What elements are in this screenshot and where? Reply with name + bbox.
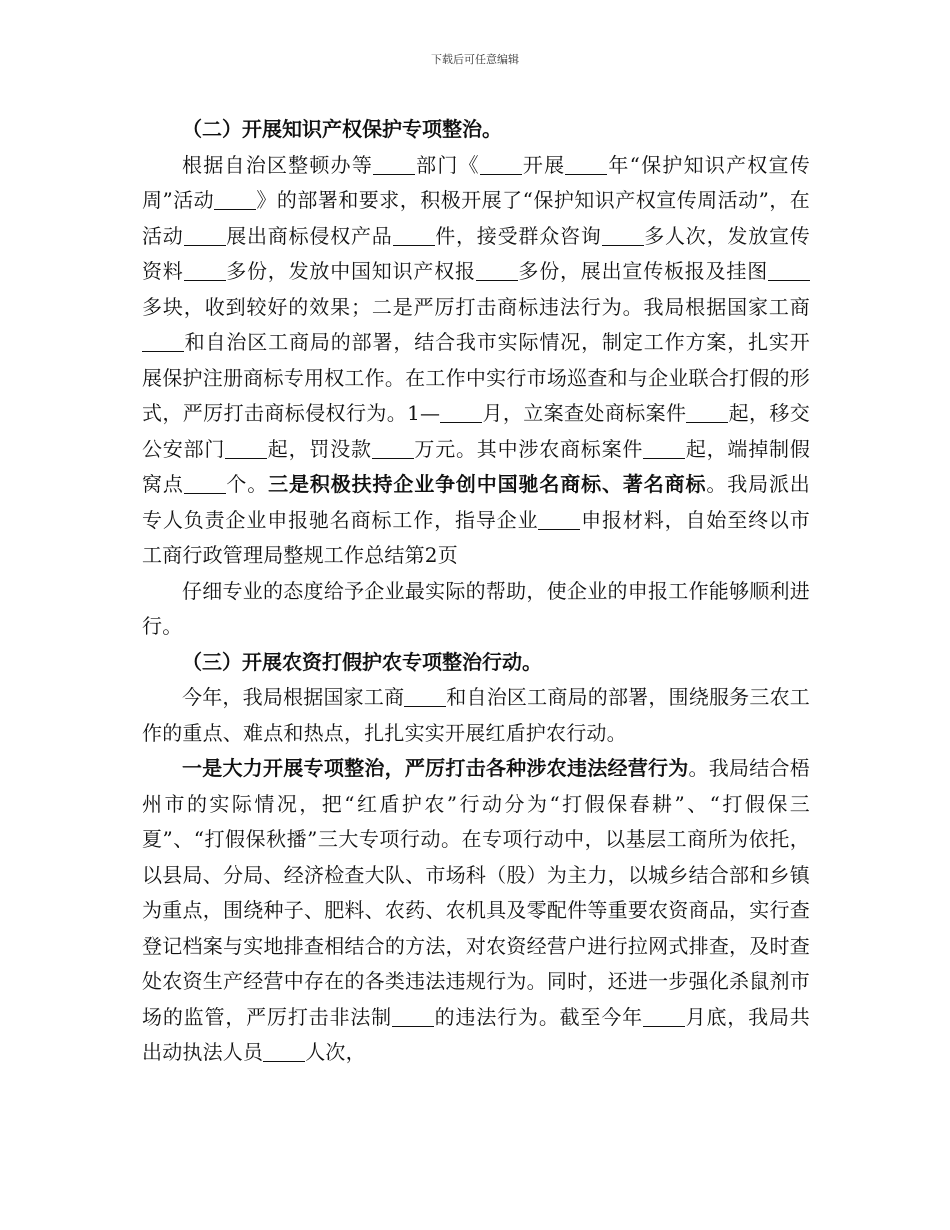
text-run: 多份，展出宣传板报及挂图	[517, 259, 769, 283]
fill-blank	[372, 438, 414, 459]
text-run: 根据自治区整顿办等	[182, 152, 374, 177]
text-run: 多人次，发放宣传资料	[142, 223, 810, 283]
text-run: 和自治区工商局的部署，围绕服务三农工作的重点、难点和热点，扎扎实实开展红盾护农行动。	[142, 685, 810, 745]
text-run: 和自治区工商局的部署，结合我市实际情况，制定工作方案，扎实开展保护注册商标专用权工作。在工作中实行市场巡查和与企业联合打假的形式，严厉打击商标侵权行为。1—	[142, 330, 810, 425]
text-run: 件，接受群众咨询	[434, 223, 602, 248]
text-run: 起，端掉制假窝点	[142, 436, 811, 496]
text-run: 今年，我局根据国家工商	[182, 685, 405, 709]
text-run: 展出商标侵权产品	[225, 223, 393, 248]
paragraph-trademark-protection	[142, 148, 810, 574]
text-run: 多份，发放中国知识产权报	[225, 259, 476, 283]
section-heading-2: （二）开展知识产权保护专项整治。	[182, 117, 502, 141]
document-body	[142, 112, 810, 1071]
text-run: 》的部署和要求，积极开展了“保护知识产权宣传周活动”，在活动	[142, 188, 810, 248]
fill-blank	[602, 225, 644, 246]
fill-blank	[565, 154, 607, 175]
text-run: 的违法行为。截至今年	[434, 1004, 643, 1029]
fill-blank	[263, 1041, 305, 1062]
fill-blank	[142, 331, 184, 352]
text-run: 万元。其中涉农商标案件	[413, 436, 644, 461]
fill-blank	[225, 438, 267, 459]
text-run: 个。	[225, 472, 269, 496]
fill-blank	[184, 473, 226, 494]
fill-blank	[476, 260, 518, 281]
fill-blank	[404, 686, 446, 707]
text-run: 多块，收到较好的效果；二是严厉打击商标违法行为。我局根据国家工商	[142, 294, 810, 319]
fill-blank	[393, 225, 435, 246]
text-run: 起，移交公安部门	[142, 401, 811, 461]
text-run: 起，罚没款	[267, 436, 372, 461]
fill-blank	[643, 1006, 685, 1027]
fill-blank	[686, 402, 728, 423]
text-run: 月，立案查处商标案件	[482, 401, 687, 425]
text-run: 申报材料，自始至终以市工商行政管理局整规工作总结第2页	[142, 507, 810, 567]
paragraph-continuation: 仔细专业的态度给予企业最实际的帮助，使企业的申报工作能够顺利进行。	[142, 578, 810, 638]
paragraph-red-shield-intro	[142, 680, 810, 751]
text-run: 部门《	[415, 152, 480, 177]
text-run: 年“保护知识产权宣传周”活动	[142, 152, 810, 212]
emphasis-text: 三是积极扶持企业争创中国驰名商标、著名商标	[268, 472, 707, 496]
fill-blank	[373, 154, 415, 175]
fill-blank	[184, 225, 226, 246]
text-run: 。我局派出专人负责企业申报驰名商标工作，指导企业	[142, 472, 811, 532]
fill-blank	[768, 260, 810, 281]
fill-blank	[392, 1006, 434, 1027]
emphasis-text: 一是大力开展专项整治，严厉打击各种涉农违法经营行为	[182, 756, 689, 780]
text-run: 人次，	[305, 1040, 366, 1064]
fill-blank	[214, 189, 256, 210]
fill-blank	[643, 438, 685, 459]
fill-blank	[184, 260, 226, 281]
text-run: 开展	[521, 152, 566, 177]
fill-blank	[480, 154, 522, 175]
text-run: 。我局结合梧州市的实际情况，把“红盾护农”行动分为“打假保春耕”、“打假保三夏”、“打假保秋播”三大专项行动。在专项行动中，以基层工商所为依托，以县局、分局、经济检查大队、市场科（股）为主力，以城乡结合部和乡镇为重点，围绕种子、肥料、农药、农机具及零配件等重要农资商品，实行查登记档案与实地排查相结合的方法，对农资经营户进行拉网式排查，及时查处农资生产经营中存在的各类违法违规行为。同时，还进一步强化杀鼠剂市场的监管，严厉打击非法制	[142, 756, 810, 1029]
page-header: 下载后可任意编辑	[431, 53, 519, 66]
paragraph-special-rectification	[142, 751, 810, 1071]
fill-blank	[440, 402, 482, 423]
text-run: 月底，我局共出动执法人员	[142, 1004, 811, 1064]
section-heading-3: （三）开展农资打假护农专项整治行动。	[182, 649, 542, 674]
fill-blank	[538, 509, 580, 530]
